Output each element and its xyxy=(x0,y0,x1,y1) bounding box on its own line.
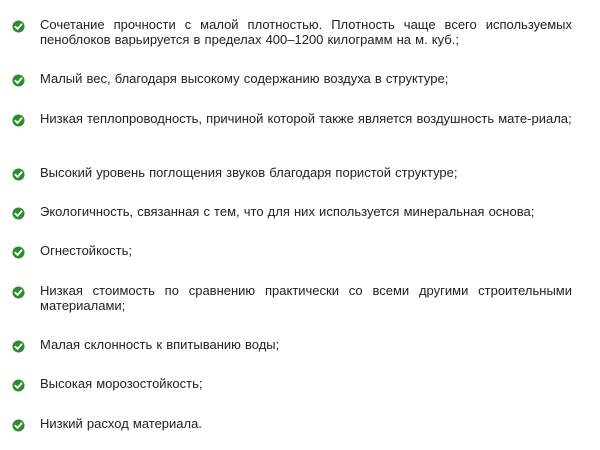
list-item-text: Низкий расход материала. xyxy=(40,416,202,431)
check-circle-icon xyxy=(12,207,25,220)
check-circle-icon xyxy=(12,114,25,127)
list-item-text: Сочетание прочности с малой плотностью. Плотность чаще всего используемых пеноблоков варьируется в пределах 400–1200 килограмм на м. куб.; xyxy=(40,17,572,47)
list-item-text: Низкая стоимость по сравнению практически со всеми другими строительными материалами; xyxy=(40,283,572,313)
check-circle-icon xyxy=(12,20,25,33)
list-item-text: Малый вес, благодаря высокому содержанию воздуха в структуре; xyxy=(40,71,449,86)
list-item-text: Экологичность, связанная с тем, что для них используется минеральная основа; xyxy=(40,204,535,219)
list-item-text: Низкая теплопроводность, причиной которой также является воздушность мате-риала; xyxy=(40,111,572,126)
check-circle-icon xyxy=(12,74,25,87)
check-circle-icon xyxy=(12,379,25,392)
check-circle-icon xyxy=(12,286,25,299)
list-item-text: Высокий уровень поглощения звуков благодаря пористой структуре; xyxy=(40,165,458,180)
check-circle-icon xyxy=(12,246,25,259)
list-item-text: Высокая морозостойкость; xyxy=(40,376,203,391)
list-item-text: Малая склонность к впитыванию воды; xyxy=(40,337,280,352)
check-circle-icon xyxy=(12,168,25,181)
check-circle-icon xyxy=(12,340,25,353)
check-circle-icon xyxy=(12,419,25,432)
list-item-text: Огнестойкость; xyxy=(40,243,132,258)
